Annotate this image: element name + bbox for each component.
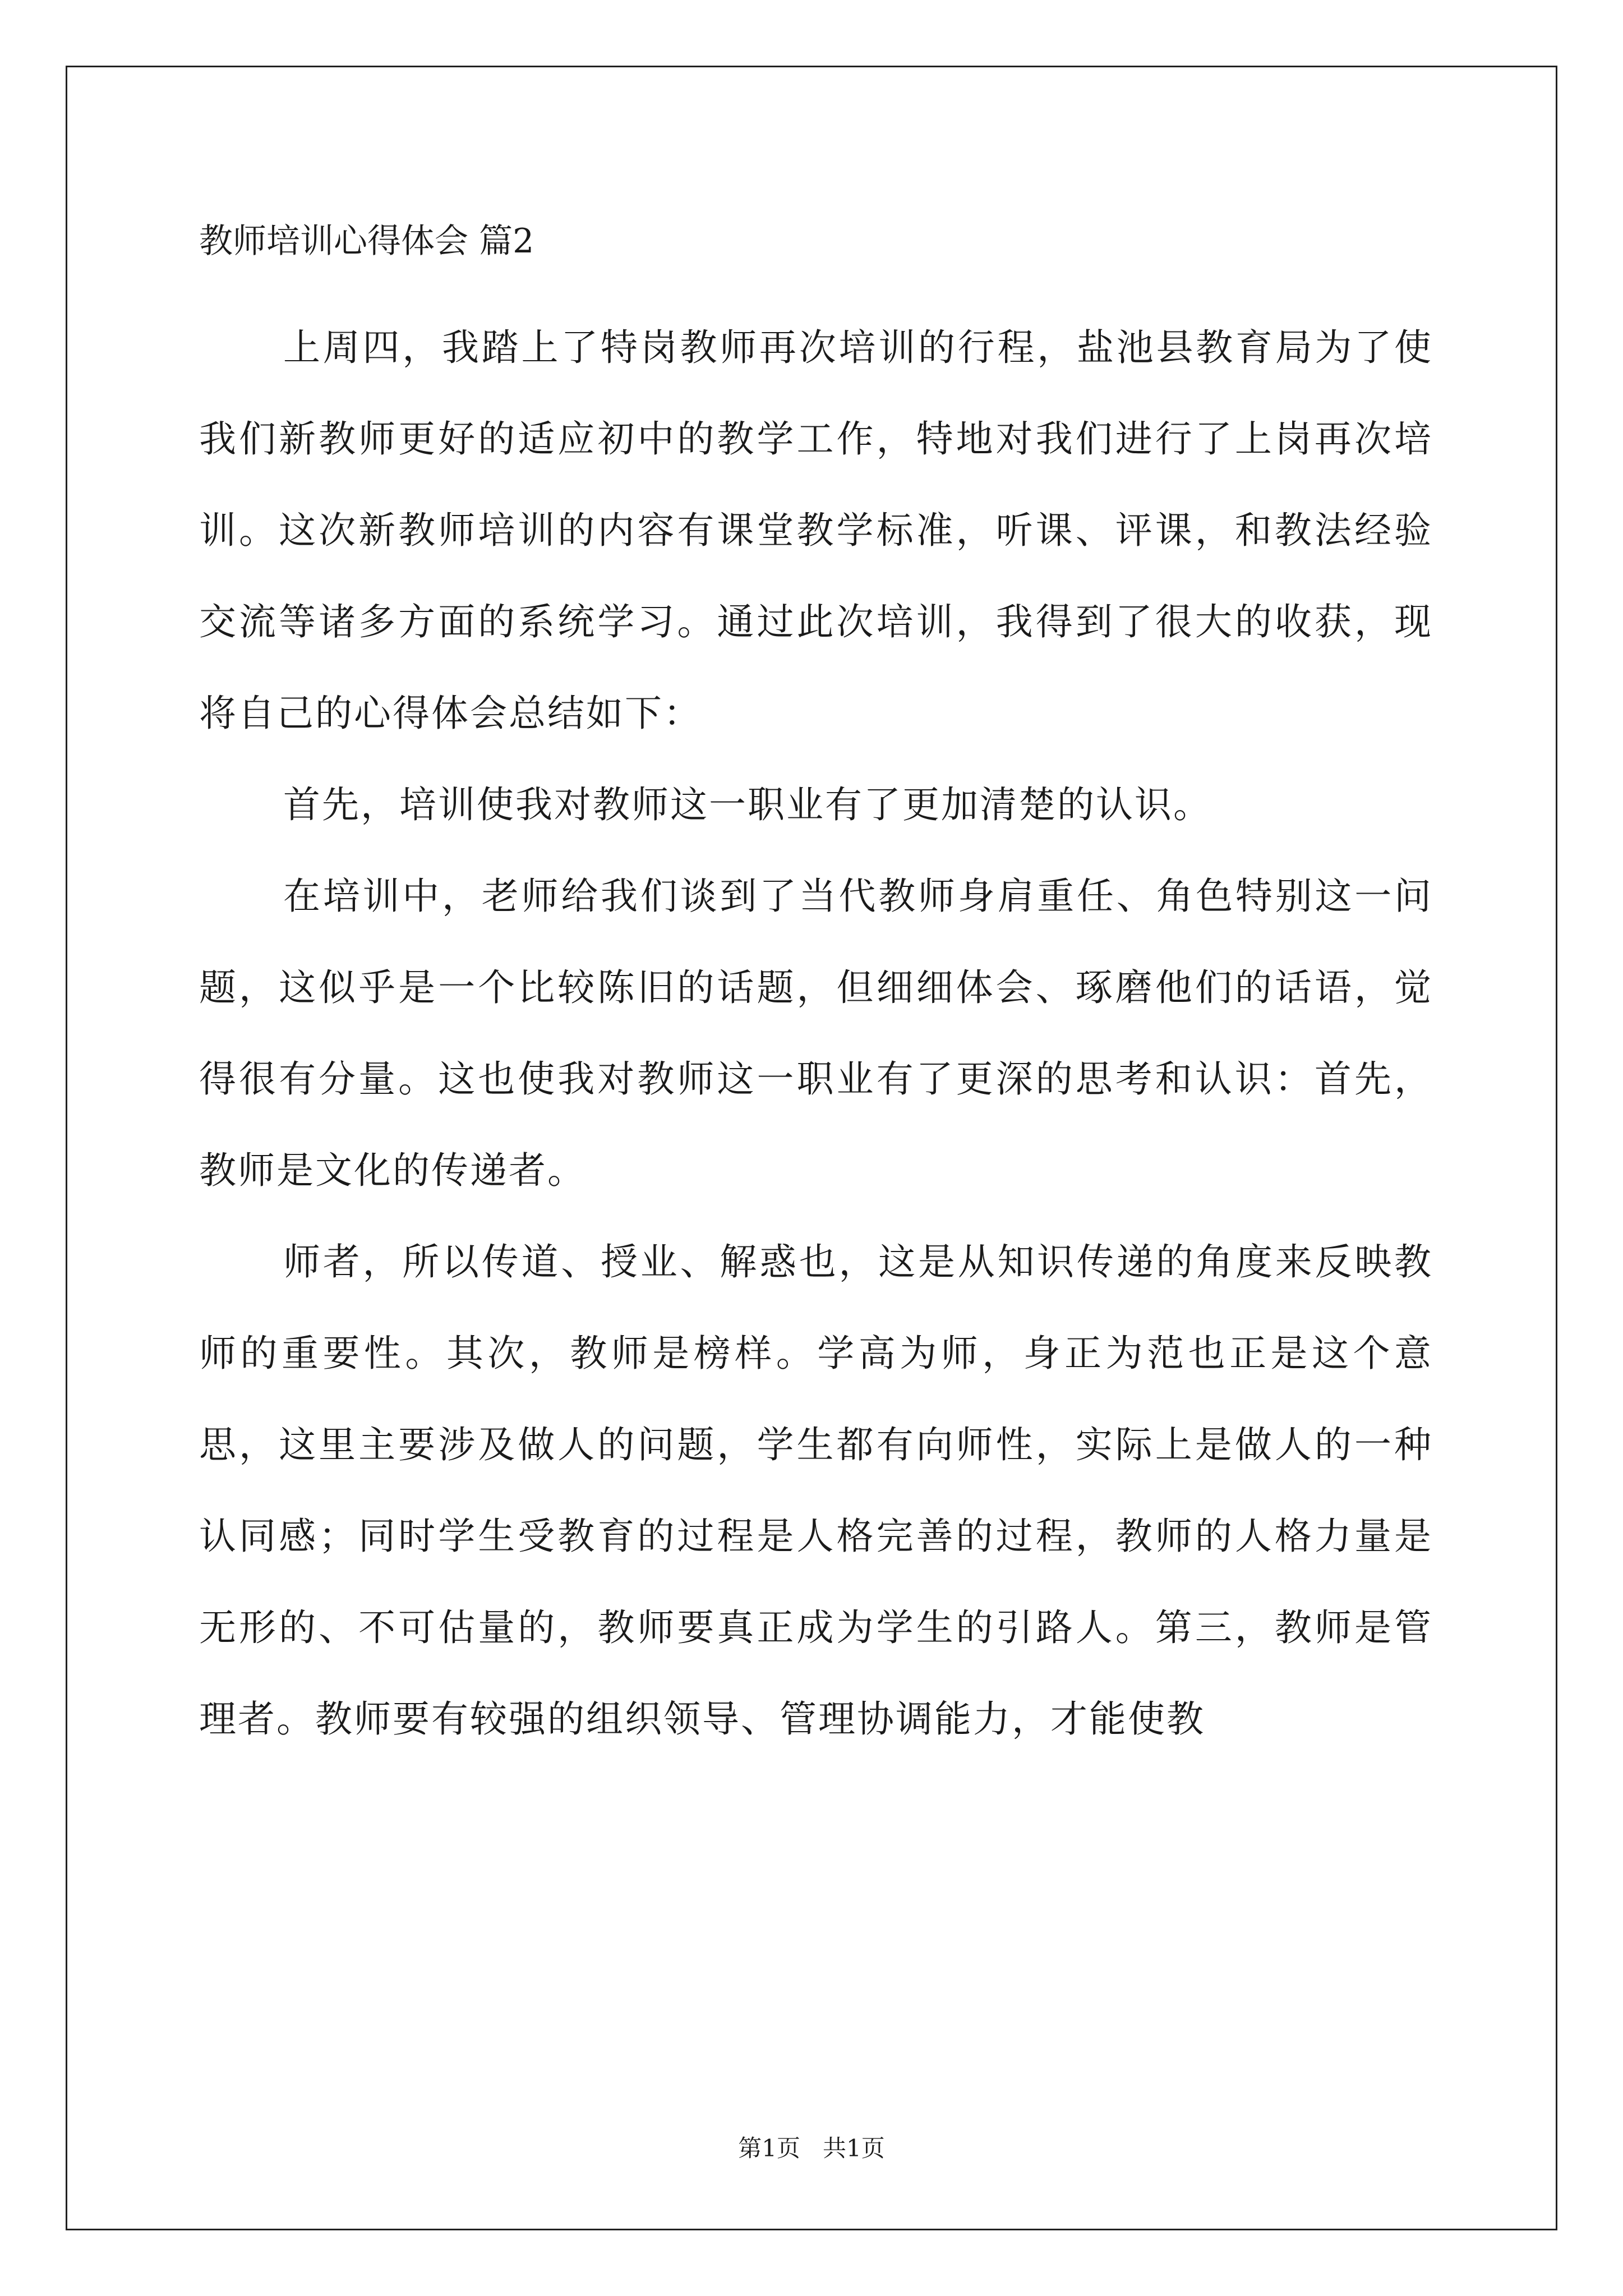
- paragraph: 上周四，我踏上了特岗教师再次培训的行程，盐池县教育局为了使我们新教师更好的适应初中的教学工作，特地对我们进行了上岗再次培训。这次新教师培训的内容有课堂教学标准，听课、评课，和教法经验交流等诸多方面的系统学习。通过此次培训，我得到了很大的收获，现将自己的心得体会总结如下：: [199, 326, 1433, 735]
- document-title: 教师培训心得体会 篇2: [199, 222, 534, 261]
- page-footer: 第1页 共1页: [738, 2134, 885, 2162]
- paragraph: 师者，所以传道、授业、解惑也，这是从知识传递的角度来反映教师的重要性。其次，教师是榜样。学高为师，身正为范也正是这个意思，这里主要涉及做人的问题，学生都有向师性，实际上是做人的一种认同感；同时学生受教育的过程是人格完善的过程，教师的人格力量是无形的、不可估量的，教师要真正成为学生的引路人。第三，教师是管理者。教师要有较强的组织领导、管理协调能力，才能使教: [199, 1240, 1433, 1741]
- paragraph: 首先，培训使我对教师这一职业有了更加清楚的认识。: [283, 783, 1212, 826]
- paragraph: 在培训中，老师给我们谈到了当代教师身肩重任、角色特别这一问题，这似乎是一个比较陈旧的话题，但细细体会、琢磨他们的话语，觉得很有分量。这也使我对教师这一职业有了更深的思考和认识：首先，教师是文化的传递者。: [199, 875, 1433, 1192]
- document-body: [199, 213, 1433, 1765]
